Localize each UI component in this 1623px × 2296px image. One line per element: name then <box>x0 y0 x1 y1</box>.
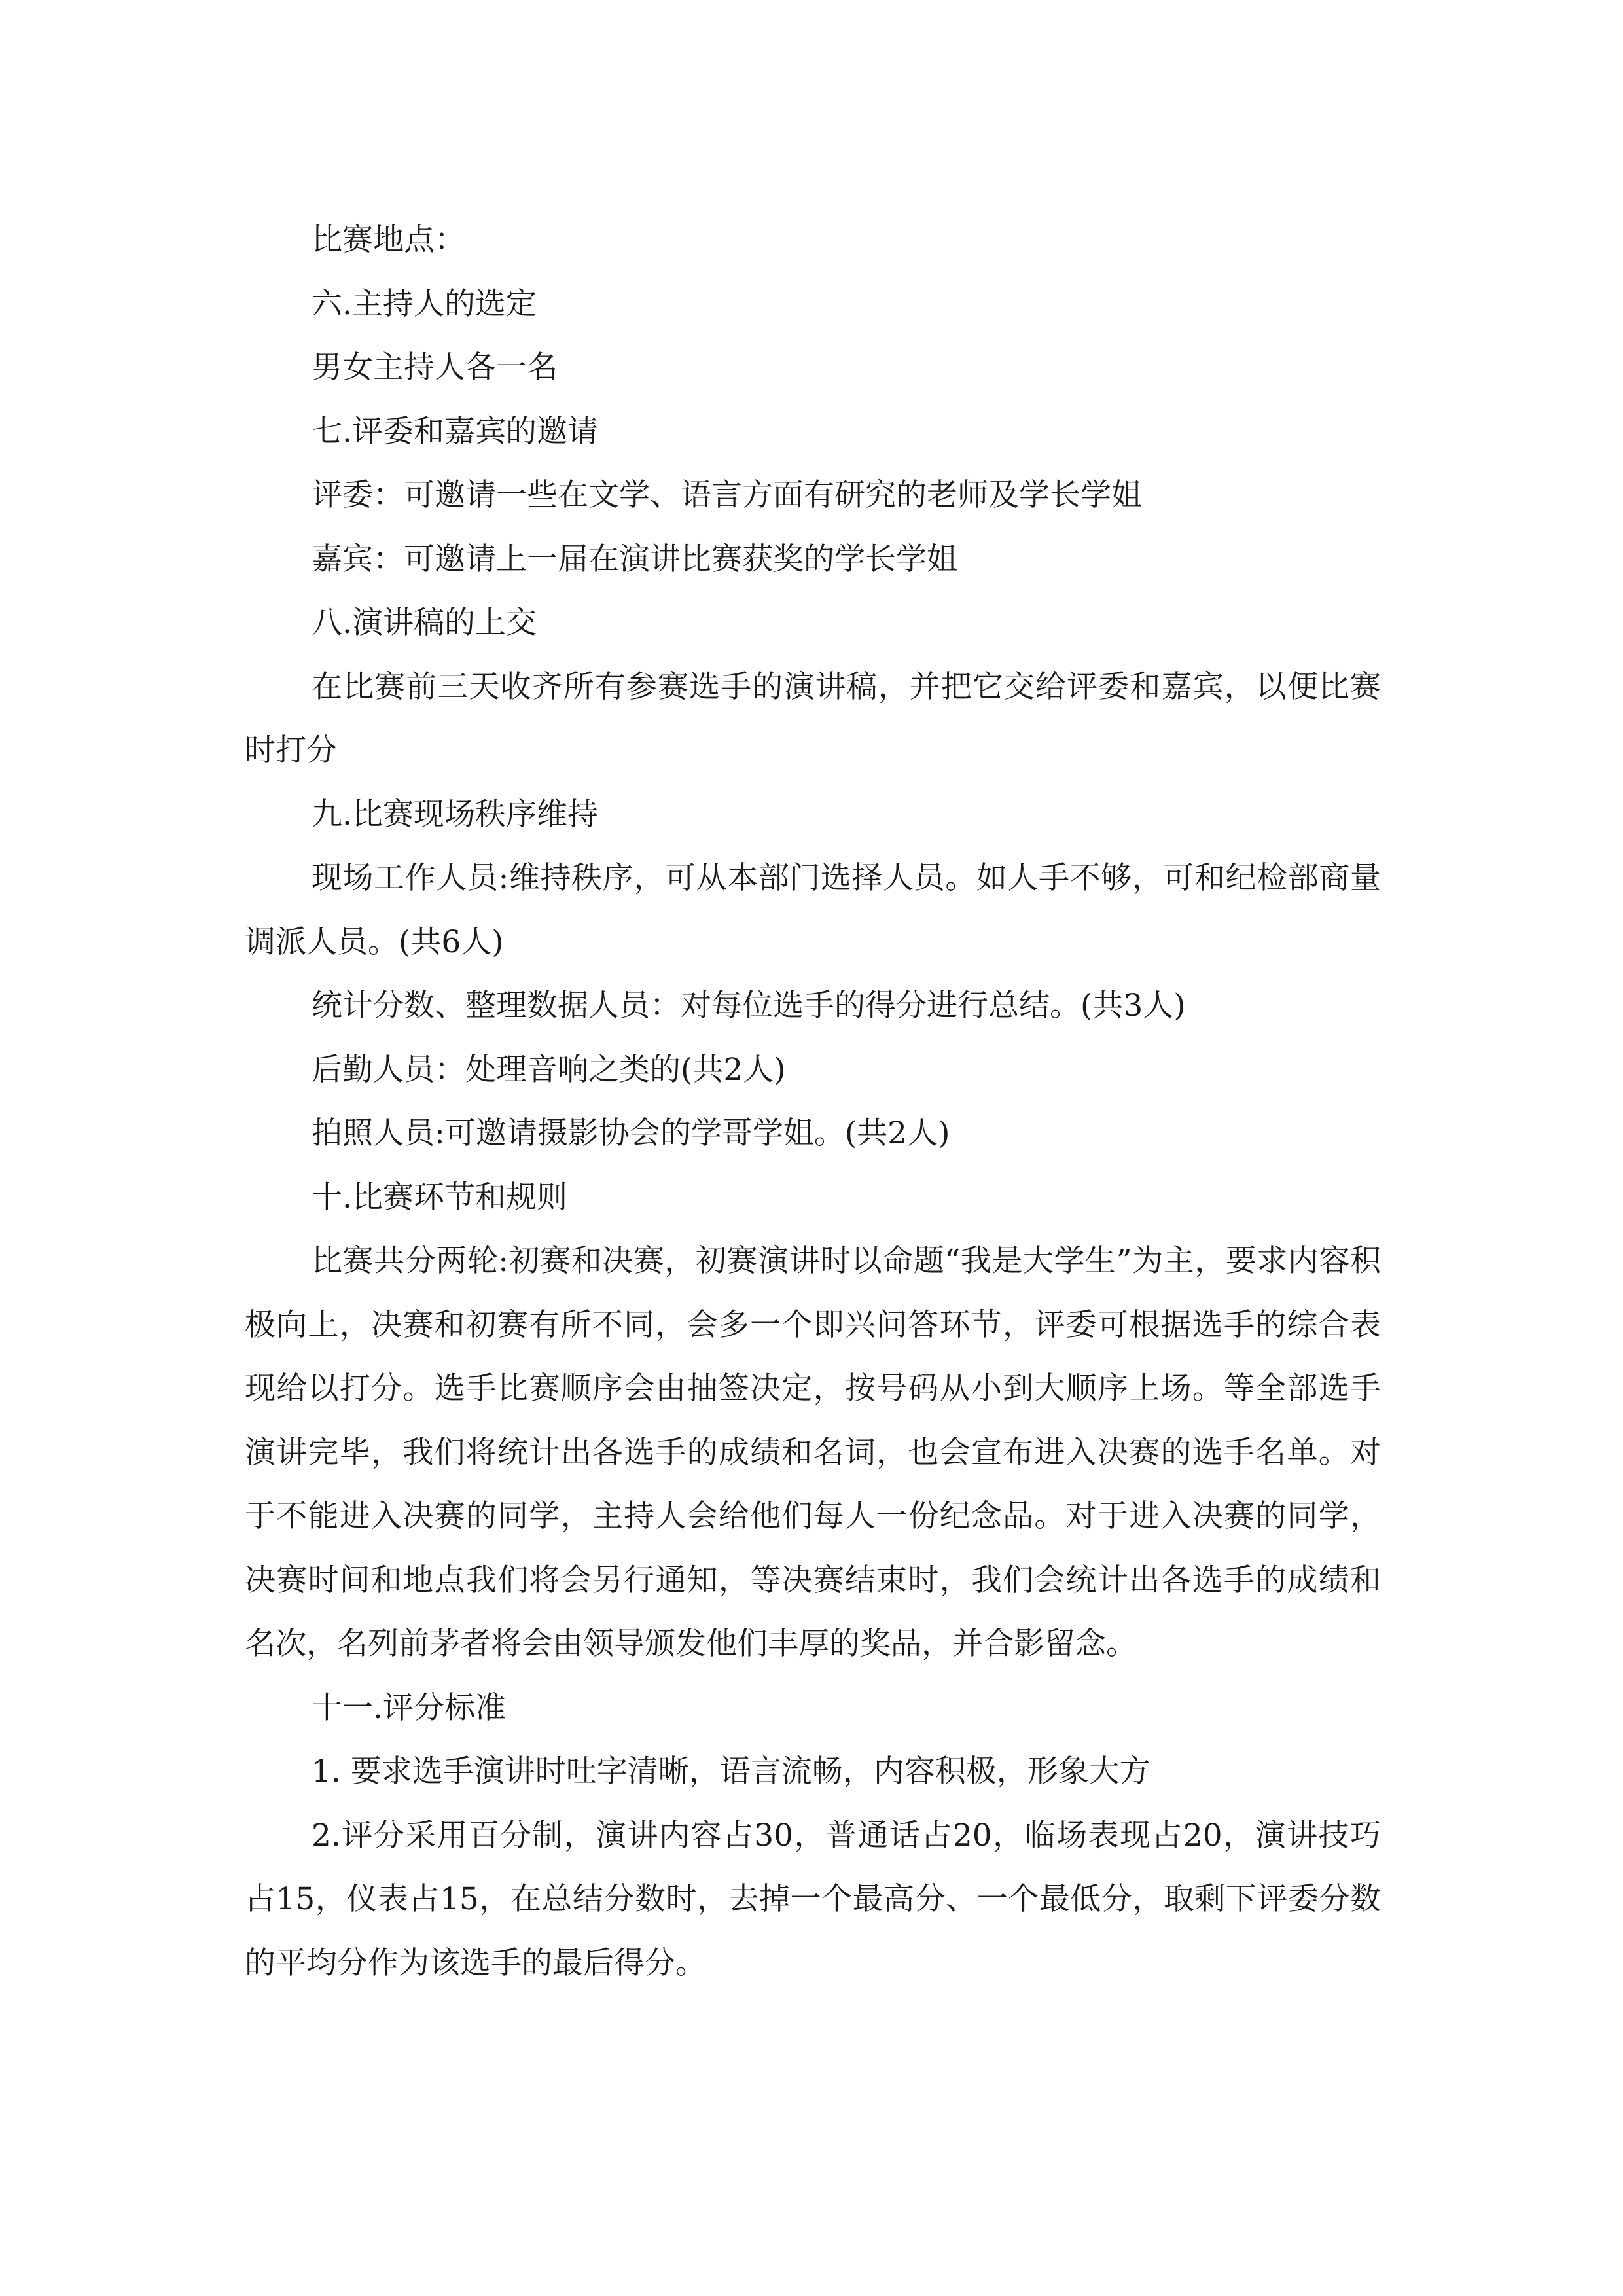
section-heading-host-selection: 六.主持人的选定 <box>312 285 537 322</box>
host-line: 男女主持人各一名 <box>312 350 558 386</box>
section-heading-scoring: 十一.评分标准 <box>312 1689 506 1726</box>
photo-staff-line: 拍照人员:可邀请摄影协会的学哥学姐。(共2人) <box>312 1115 950 1151</box>
submission-paragraph: 在比赛前三天收齐所有参赛选手的演讲稿，并把它交给评委和嘉宾，以便比赛时打分 <box>245 668 1381 768</box>
document-body <box>245 208 1381 1995</box>
staff-paragraph: 现场工作人员:维持秩序，可从本部门选择人员。如人手不够，可和纪检部商量调派人员。(共6人) <box>245 860 1381 960</box>
section-heading-rules: 十.比赛环节和规则 <box>312 1179 567 1215</box>
logistics-staff-line: 后勤人员：处理音响之类的(共2人) <box>312 1051 786 1088</box>
score-staff-line: 统计分数、整理数据人员：对每位选手的得分进行总结。(共3人) <box>312 988 1186 1024</box>
scoring-item-2: 2.评分采用百分制，演讲内容占30，普通话占20，临场表现占20，演讲技巧占15，仪表占15，在总结分数时，去掉一个最高分、一个最低分，取剩下评委分数的平均分作为该选手的最后得分。 <box>245 1817 1381 1981</box>
judges-line: 评委：可邀请一些在文学、语言方面有研究的老师及学长学姐 <box>312 477 1142 513</box>
guests-line: 嘉宾：可邀请上一届在演讲比赛获奖的学长学姐 <box>312 541 957 577</box>
section-heading-speech-submission: 八.演讲稿的上交 <box>312 605 537 641</box>
section-heading-order-maintenance: 九.比赛现场秩序维持 <box>312 796 598 833</box>
section-heading-judges-guests: 七.评委和嘉宾的邀请 <box>312 413 598 450</box>
scoring-item-1: 1. 要求选手演讲时吐字清晰，语言流畅，内容积极，形象大方 <box>312 1753 1150 1789</box>
rules-paragraph: 比赛共分两轮:初赛和决赛，初赛演讲时以命题“我是大学生”为主，要求内容积极向上，决赛和初赛有所不同，会多一个即兴问答环节，评委可根据选手的综合表现给以打分。选手比赛顺序会由抽签决定，按号码从小到大顺序上场。等全部选手演讲完毕，我们将统计出各选手的成绩和名词，也会宣布进入决赛的选手名单。对于不能进入决赛的同学，主持人会给他们每人一份纪念品。对于进入决赛的同学，决赛时间和地点我们将会另行通知，等决赛结束时，我们会统计出各选手的成绩和名次，名列前茅者将会由领导颁发他们丰厚的奖品，并合影留念。 <box>245 1243 1381 1662</box>
venue-line: 比赛地点： <box>312 222 465 258</box>
